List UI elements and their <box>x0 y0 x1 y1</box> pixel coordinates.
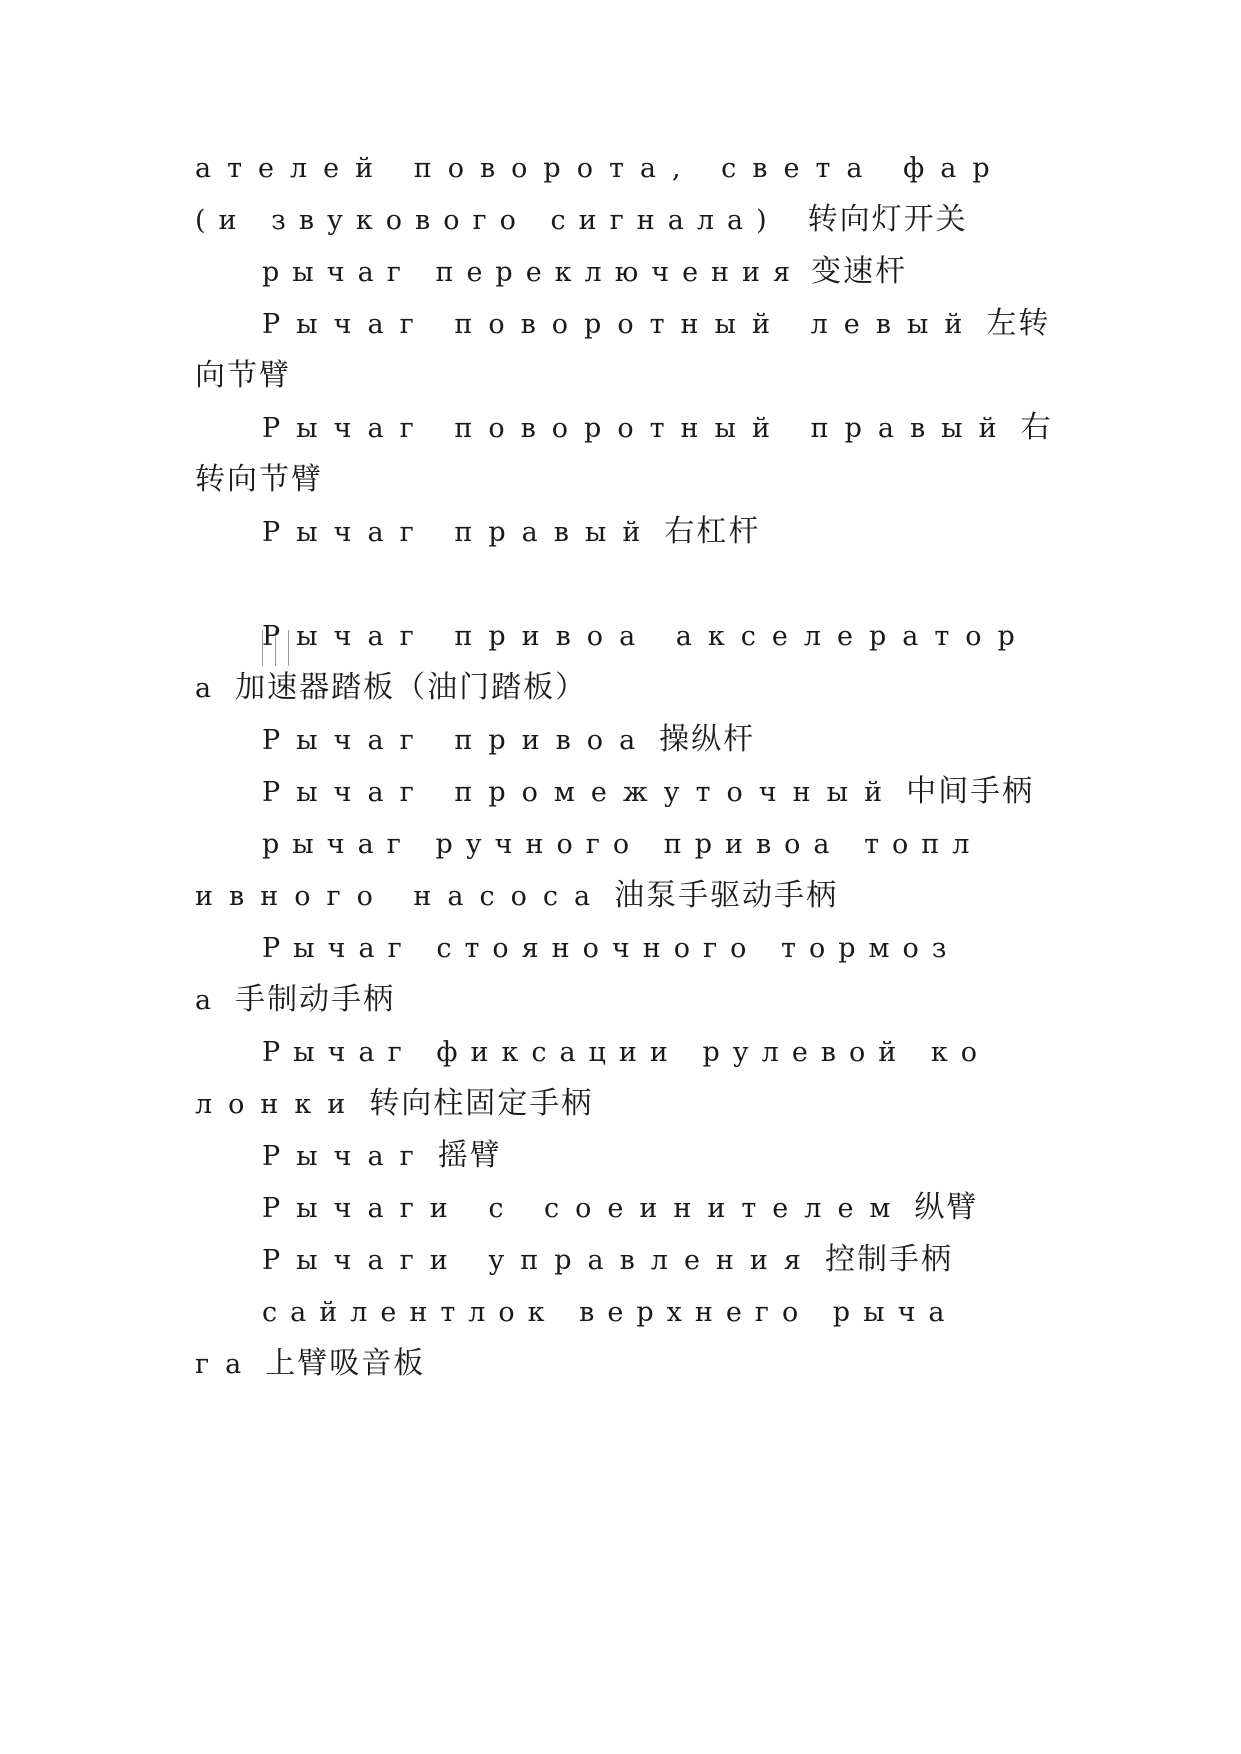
text-line <box>262 252 1061 292</box>
text-line <box>262 1136 1061 1176</box>
russian-text: лонки <box>195 1089 362 1120</box>
text-line <box>262 408 1061 448</box>
text-line <box>262 616 1061 656</box>
russian-text: а <box>195 985 228 1016</box>
russian-text: Рычаг промежуточный <box>262 777 899 808</box>
text-line <box>195 1084 1061 1124</box>
russian-text: а <box>195 673 228 704</box>
text-line <box>195 148 1061 188</box>
russian-text: Рычаг стояночного тормоз <box>262 933 960 964</box>
chinese-text: 手制动手柄 <box>235 982 396 1017</box>
chinese-text: 右 <box>1020 410 1053 445</box>
chinese-text: 摇臂 <box>437 1138 502 1173</box>
chinese-text: 上臂吸音板 <box>265 1346 426 1381</box>
russian-text: ивного насоса <box>195 881 607 912</box>
text-line <box>195 1344 1061 1384</box>
text-line <box>195 200 1061 240</box>
russian-text: Рычаг правый <box>262 517 657 548</box>
russian-text: Рычаг поворотный левый <box>262 309 979 340</box>
text-line <box>195 876 1061 916</box>
chinese-text: 操纵杆 <box>659 722 756 757</box>
russian-text: рычаг ручного привоа топл <box>262 829 983 860</box>
chinese-text: 油泵手驱动手柄 <box>614 878 839 913</box>
text-line <box>262 928 1061 968</box>
chinese-text: 转向节臂 <box>195 462 323 497</box>
text-line <box>262 1188 1061 1228</box>
text-line <box>262 720 1061 760</box>
russian-text: ателей поворота, света фар <box>195 153 1006 184</box>
chinese-text: 控制手柄 <box>824 1242 953 1277</box>
text-line <box>195 356 1061 396</box>
chinese-text: 右杠杆 <box>664 514 761 549</box>
text-line <box>262 304 1061 344</box>
russian-text: Рычаги с соеинителем <box>262 1193 907 1224</box>
chinese-text: 变速杆 <box>811 254 908 289</box>
russian-text: Рычаг привоа <box>262 725 652 756</box>
russian-text: рычаг переключения <box>262 257 804 288</box>
russian-text: (и звукового сигнала) <box>195 205 780 236</box>
chinese-text: 转向柱固定手柄 <box>369 1086 594 1121</box>
text-line <box>195 460 1061 500</box>
russian-text: Рычаг <box>262 1141 430 1172</box>
chinese-text: 转向灯开关 <box>807 202 968 237</box>
russian-text: Рычаги управления <box>262 1245 817 1276</box>
chinese-text: 向节臂 <box>195 358 291 393</box>
text-line <box>195 980 1061 1020</box>
text-line <box>262 512 1061 552</box>
russian-text: га <box>195 1349 258 1380</box>
chinese-text: 左转 <box>986 306 1051 341</box>
russian-text: Рычаг привоа акселератор <box>262 621 1031 652</box>
text-line <box>262 1032 1061 1072</box>
chinese-text: 加速器踏板（油门踏板） <box>235 670 588 705</box>
russian-text: Рычаг фиксации рулевой ко <box>262 1037 990 1068</box>
chinese-text: 纵臂 <box>914 1190 979 1225</box>
text-line <box>262 1240 1061 1280</box>
russian-text: сайлентлок верхнего рыча <box>262 1297 958 1328</box>
text-line <box>262 824 1061 864</box>
russian-text: Рычаг поворотный правый <box>262 413 1013 444</box>
text-line <box>262 1292 1061 1332</box>
text-line <box>262 772 1061 812</box>
chinese-text: 中间手柄 <box>906 774 1035 809</box>
text-line <box>195 668 1061 708</box>
